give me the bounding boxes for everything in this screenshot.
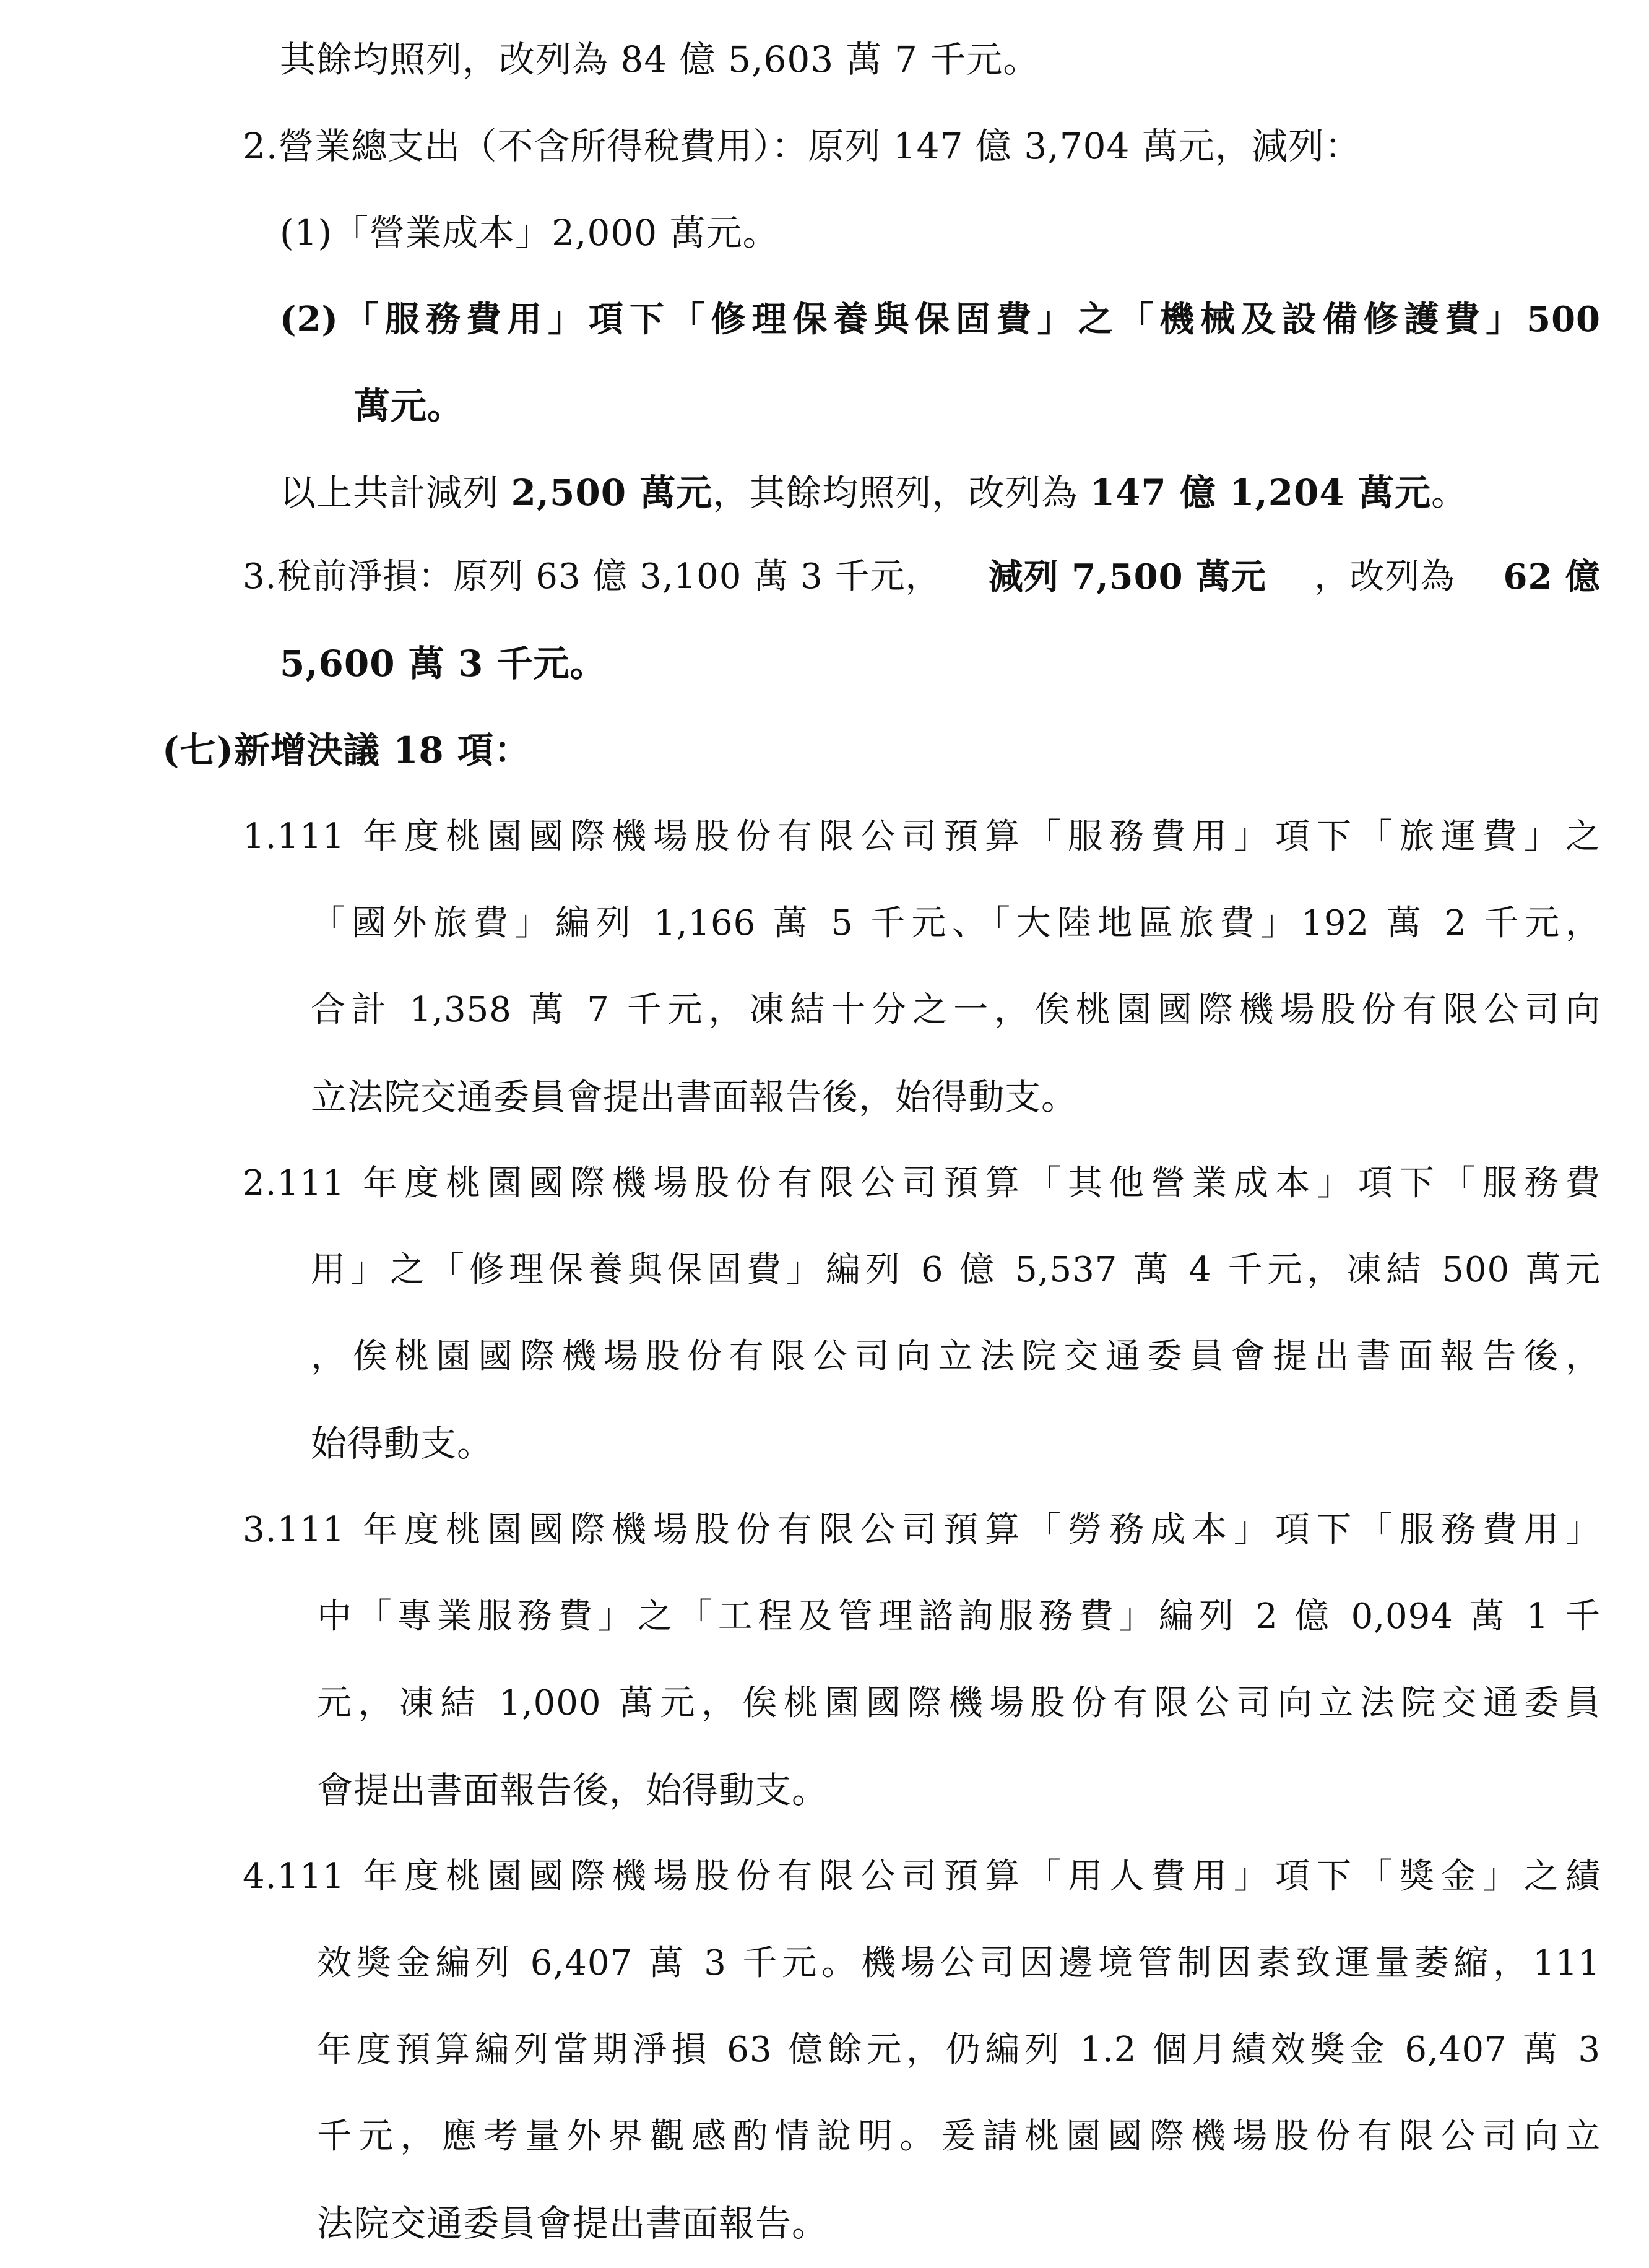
text-line: 效獎金編列 6,407 萬 3 千元。機場公司因邊境管制因素致運量萎縮，111	[317, 1943, 1601, 1983]
text-line: 法院交通委員會提出書面報告。	[317, 2202, 829, 2244]
text-line: 用」之「修理保養與保固費」編列 6 億 5,537 萬 4 千元，凍結 500 萬元	[311, 1250, 1601, 1290]
text-line: (1)「營業成本」2,000 萬元。	[280, 212, 779, 254]
text-line: 年度預算編列當期淨損 63 億餘元，仍編列 1.2 個月績效獎金 6,407 萬 3	[317, 2030, 1601, 2070]
text-line: (2)「服務費用」項下「修理保養與保固費」之「機械及設備修護費」500	[280, 299, 1601, 340]
text-segment: ，改列為	[1314, 556, 1456, 597]
text-segment-bold: 2,500 萬元	[511, 472, 713, 514]
text-line: 立法院交通委員會提出書面報告後，始得動支。	[311, 1076, 1078, 1118]
text-line: 「國外旅費」編列 1,166 萬 5 千元、「大陸地區旅費」192 萬 2 千元，	[311, 903, 1601, 943]
text-line: 其餘均照列，改列為 84 億 5,603 萬 7 千元。	[280, 38, 1040, 80]
text-line: 千元，應考量外界觀感酌情說明。爰請桃園國際機場股份有限公司向立	[317, 2116, 1601, 2157]
text-line: 4.111 年度桃園國際機場股份有限公司預算「用人費用」項下「獎金」之績	[243, 1856, 1601, 1897]
text-line: 中「專業服務費」之「工程及管理諮詢服務費」編列 2 億 0,094 萬 1 千	[317, 1596, 1601, 1637]
text-line: 2.營業總支出（不含所得稅費用）：原列 147 億 3,704 萬元，減列：	[243, 125, 1361, 167]
text-line: 始得動支。	[311, 1422, 494, 1465]
text-segment-bold: 62 億	[1503, 556, 1601, 597]
text-line: 合計 1,358 萬 7 千元，凍結十分之一，俟桃園國際機場股份有限公司向	[311, 990, 1601, 1030]
text-segment-bold: 147 億 1,204 萬元	[1089, 472, 1431, 514]
text-line: 5,600 萬 3 千元。	[280, 643, 607, 685]
text-line: 萬元。	[354, 385, 464, 427]
text-segment-bold: 減列 7,500 萬元	[988, 556, 1267, 597]
text-segment: ，其餘均照列，改列為	[712, 472, 1090, 514]
section-heading: (七)新增決議 18 項：	[162, 729, 530, 771]
text-line: ，俟桃園國際機場股份有限公司向立法院交通委員會提出書面報告後，	[311, 1336, 1601, 1377]
text-line: 會提出書面報告後，始得動支。	[317, 1769, 829, 1811]
text-segment: 以上共計減列	[280, 472, 511, 514]
text-line	[243, 552, 1601, 602]
text-line: 元，凍結 1,000 萬元，俟桃園國際機場股份有限公司向立法院交通委員	[317, 1683, 1601, 1723]
text-line	[280, 468, 1468, 517]
text-segment: 。	[1430, 472, 1468, 514]
text-segment: 3.稅前淨損：原列 63 億 3,100 萬 3 千元，	[243, 556, 941, 597]
text-line: 1.111 年度桃園國際機場股份有限公司預算「服務費用」項下「旅運費」之	[243, 816, 1601, 857]
text-line: 3.111 年度桃園國際機場股份有限公司預算「勞務成本」項下「服務費用」	[243, 1510, 1601, 1550]
text-line: 2.111 年度桃園國際機場股份有限公司預算「其他營業成本」項下「服務費	[243, 1163, 1601, 1203]
